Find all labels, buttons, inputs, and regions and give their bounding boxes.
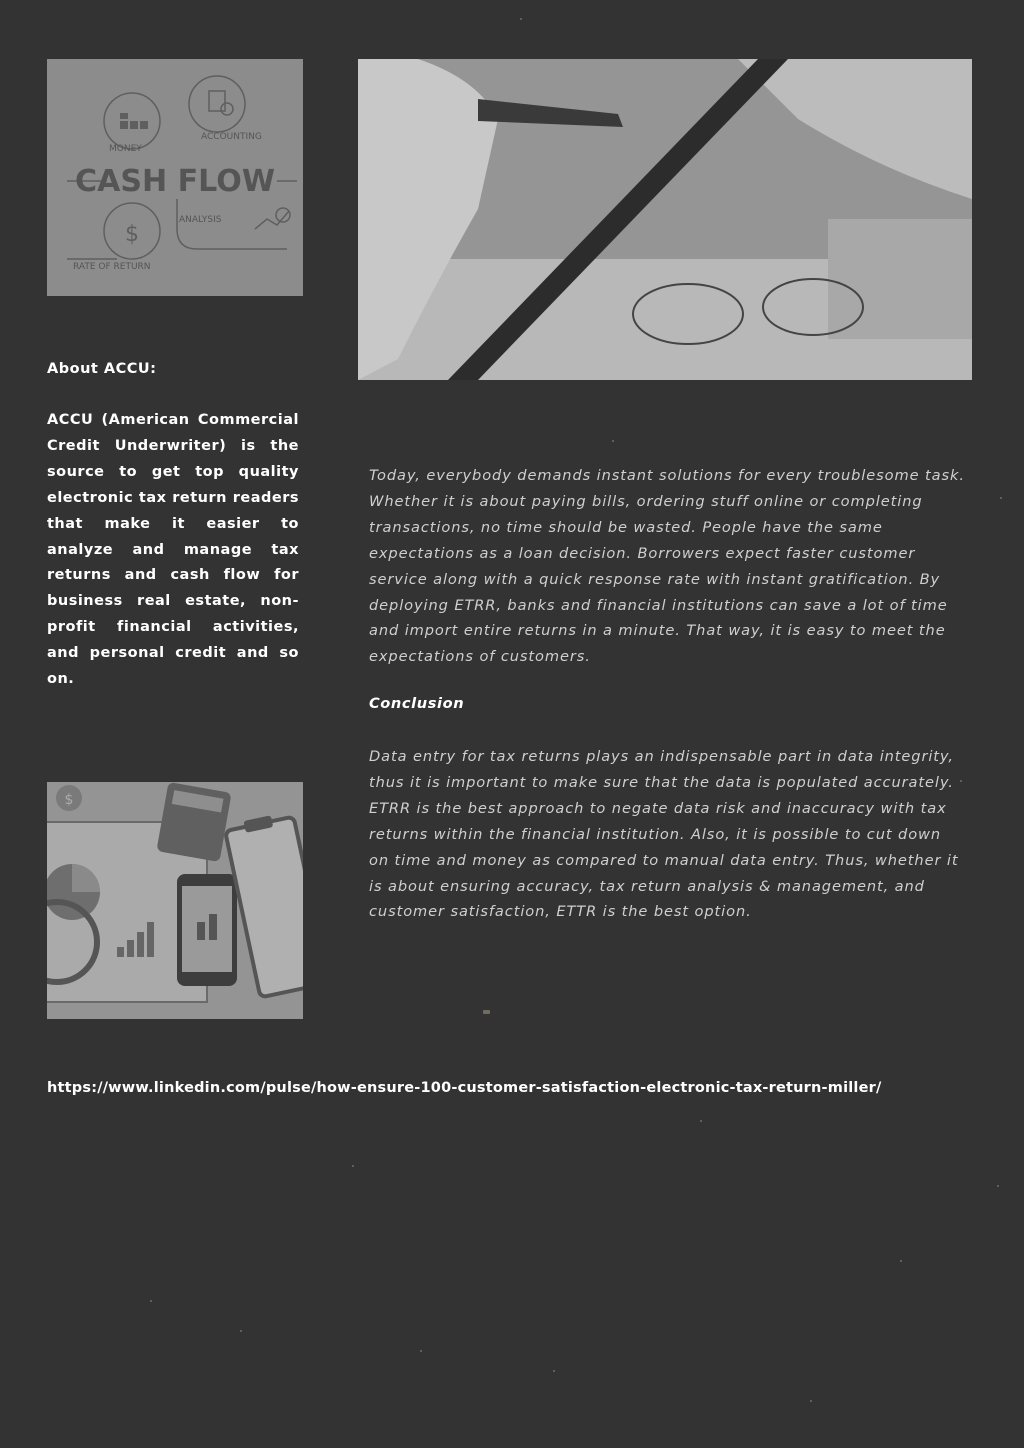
svg-text:$: $ [64, 792, 74, 808]
source-link[interactable]: https://www.linkedin.com/pulse/how-ensure-100-customer-satisfaction-electronic-tax-return-miller/ [47, 1080, 882, 1096]
about-body: ACCU (American Commercial Credit Underwriter) is the source to get top quality electronic tax return readers that make it easier to analyze and manage tax returns and cash flow for business real estate, non-profit financial activities, and personal credit and so on. [47, 412, 299, 688]
accounting-label: ACCOUNTING [201, 132, 262, 142]
pen-on-documents-photo [358, 59, 972, 380]
about-heading: About ACCU: [47, 361, 157, 377]
analysis-label: ANALYSIS [179, 215, 222, 225]
money-label: MONEY [109, 144, 142, 154]
finance-charts-image [47, 782, 303, 1019]
intro-paragraph: Today, everybody demands instant solutions for every troublesome task. Whether it is about paying bills, ordering stuff online or completing transactions, no time should be wasted. People have the same expectations as a loan decision. Borrowers expect faster customer service along with a quick response rate with instant gratification. By deploying ETRR, banks and financial institutions can save a lot of time and import entire returns in a minute. That way, it is easy to meet the expectations of customers. [369, 467, 965, 666]
conclusion-heading: Conclusion [369, 695, 465, 712]
rate-of-return-label: RATE OF RETURN [73, 262, 151, 272]
svg-text:$: $ [125, 222, 139, 247]
cash-flow-label: CASH FLOW [75, 164, 275, 199]
conclusion-paragraph: Data entry for tax returns plays an indispensable part in data integrity, thus it is important to make sure that the data is populated accurately. ETRR is the best approach to negate data risk and inaccuracy with tax returns within the financial institution. Also, it is possible to cut down on time and money as compared to manual data entry. Thus, whether it is about ensuring accuracy, tax return analysis & management, and customer satisfaction, ETTR is the best option. [369, 748, 959, 921]
cash-flow-image [47, 59, 303, 296]
